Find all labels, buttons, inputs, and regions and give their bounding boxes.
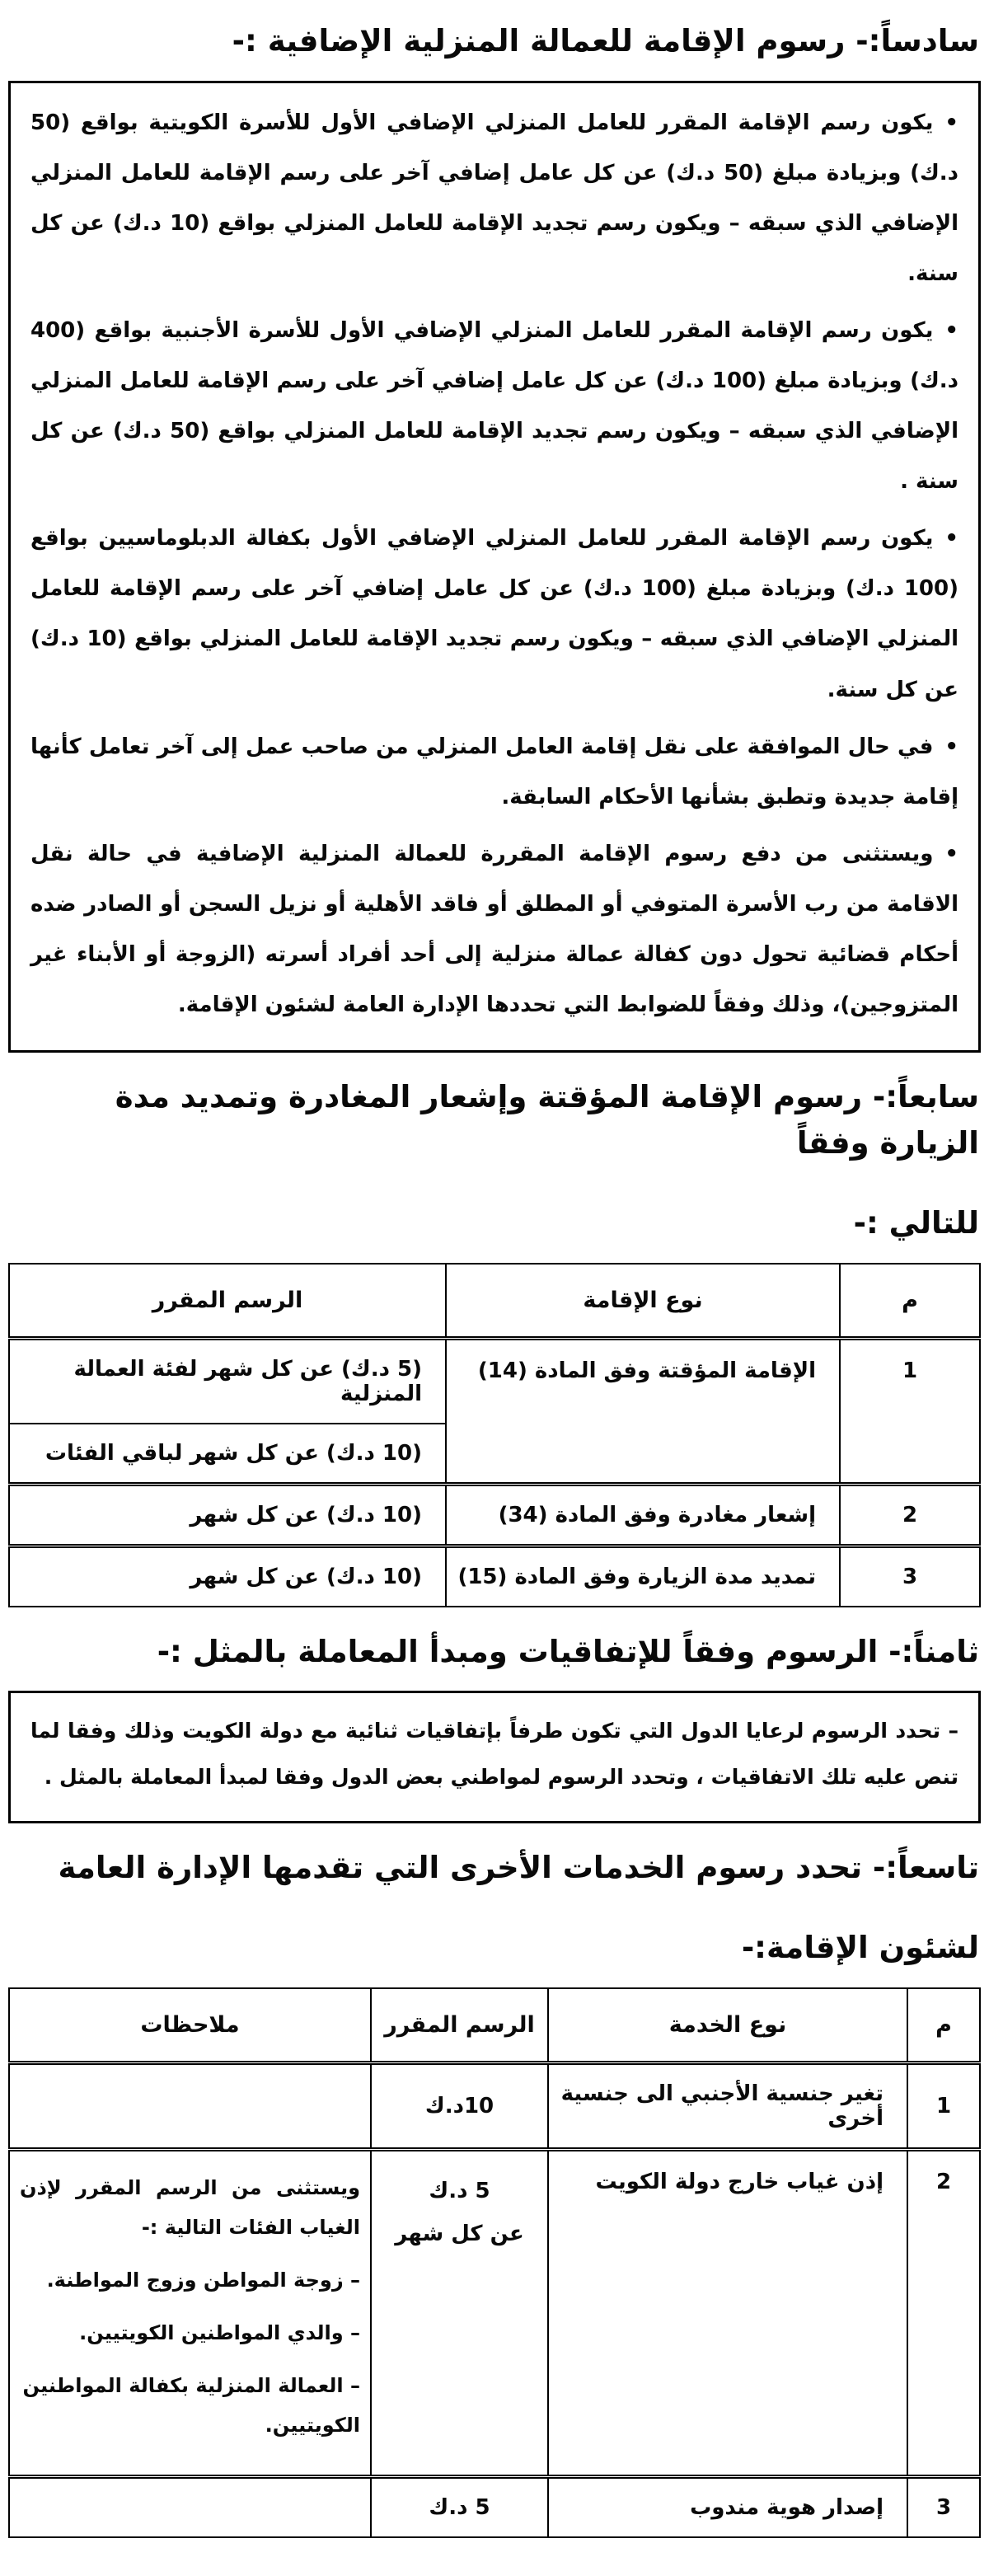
table1-col-type: نوع الإقامة xyxy=(446,1264,840,1339)
other-services-fees-table xyxy=(8,1987,981,2538)
table2-header-row xyxy=(9,1988,980,2063)
section6-bullet-3: • يكون رسم الإقامة المقرر للعامل المنزلي الإضافي الأول بكفالة الدبلوماسيين بواقع (100 د.ك) وبزيادة مبلغ (100 د.ك) عن كل عامل إضافي آخر على رسم الإقامة للعامل المنزلي الإضافي الذي سبقه – ويكون رسم تجديد الإقامة للعامل المنزلي بواقع (10 د.ك) عن كل سنة. xyxy=(30,514,959,715)
table2-row3-no: 3 xyxy=(907,2476,980,2537)
table1-row-2 xyxy=(9,1484,980,1546)
table1-row3-no: 3 xyxy=(840,1546,980,1607)
table2-row-1 xyxy=(9,2062,980,2149)
table2-row2-no: 2 xyxy=(907,2149,980,2476)
table2-row1-type: تغير جنسية الأجنبي الى جنسية أخرى xyxy=(548,2062,907,2149)
section7-heading-line1: سابعاً:- رسوم الإقامة المؤقتة وإشعار المغادرة وتمديد مدة الزيارة وفقاً xyxy=(115,1079,979,1161)
section6-bullet-2: • يكون رسم الإقامة المقرر للعامل المنزلي الإضافي الأول للأسرة الأجنبية بواقع (400 د.ك) وبزيادة مبلغ (100 د.ك) عن كل عامل إضافي آخر على رسم الإقامة للعامل المنزلي الإضافي الذي سبقه – ويكون رسم تجديد الإقامة للعامل المنزلي بواقع (50 د.ك) عن كل سنة . xyxy=(30,306,959,507)
table2-row2-notes-intro: ويستثنى من الرسم المقرر لإذن الغياب الفئات التالية :- xyxy=(20,2175,360,2239)
table1-row2-type: إشعار مغادرة وفق المادة (34) xyxy=(446,1484,840,1546)
table1-row1-fee-domestic: (5 د.ك) عن كل شهر لفئة العمالة المنزلية xyxy=(9,1338,446,1424)
table1-row1-fee-other: (10 د.ك) عن كل شهر لباقي الفئات xyxy=(9,1424,446,1485)
section6-bullet-5: • ويستثنى من دفع رسوم الإقامة المقررة للعمالة المنزلية الإضافية في حالة نقل الاقامة من رب الأسرة المتوفي أو المطلق أو فاقد الأهلية أو نزيل السجن أو الصادر ضده أحكام قضائية تحول دون كفالة عمالة منزلية إلى أحد أفراد أسرته (الزوجة أو الأبناء غير المتزوجين)، وذلك وفقاً للضوابط التي تحددها الإدارة العامة لشئون الإقامة. xyxy=(30,829,959,1030)
section6-bullet-1: • يكون رسم الإقامة المقرر للعامل المنزلي الإضافي الأول للأسرة الكويتية بواقع (50 د.ك) وبزيادة مبلغ (50 د.ك) عن كل عامل إضافي آخر على رسم الإقامة للعامل المنزلي الإضافي الذي سبقه – ويكون رسم تجديد الإقامة للعامل المنزلي بواقع (10 د.ك) عن كل سنة. xyxy=(30,98,959,299)
table1-row3-fee: (10 د.ك) عن كل شهر xyxy=(9,1546,446,1607)
table2-row2-type: إذن غياب خارج دولة الكويت xyxy=(548,2149,907,2476)
table2-row2-fee xyxy=(371,2149,548,2476)
table1-header-row xyxy=(9,1264,980,1339)
section8-heading: ثامناً:- الرسوم وفقاً للإتفاقيات ومبدأ المعاملة بالمثل :- xyxy=(157,1633,979,1669)
section7-heading xyxy=(10,1074,979,1246)
section8-note: – تحدد الرسوم لرعايا الدول التي تكون طرفاً بإتفاقيات ثنائية مع دولة الكويت وذلك وفقا لما تنص عليه تلك الاتفاقيات ، وتحدد الرسوم لمواطني بعض الدول وفقا لمبدأ المعاملة بالمثل . xyxy=(30,1719,959,1790)
table1-row2-fee: (10 د.ك) عن كل شهر xyxy=(9,1484,446,1546)
table2-row3-fee: 5 د.ك xyxy=(371,2476,548,2537)
table1-row-1a xyxy=(9,1338,980,1424)
table2-row1-notes xyxy=(9,2062,371,2149)
section9-heading xyxy=(10,1845,979,1971)
table2-row-3 xyxy=(9,2476,980,2537)
table2-row1-fee: 10د.ك xyxy=(371,2062,548,2149)
section9-heading-line2: لشئون الإقامة:- xyxy=(741,1930,979,1966)
table2-col-fee: الرسم المقرر xyxy=(371,1988,548,2063)
table1-col-fee: الرسم المقرر xyxy=(9,1264,446,1339)
section6-bullet-4: • في حال الموافقة على نقل إقامة العامل المنزلي من صاحب عمل إلى آخر تعامل كأنها إقامة جديدة وتطبق بشأنها الأحكام السابقة. xyxy=(30,722,959,823)
table2-row2-notes-item-1: – زوجة المواطن وزوج المواطنة. xyxy=(46,2268,360,2292)
table2-row3-type: إصدار هوية مندوب xyxy=(548,2476,907,2537)
temporary-residence-fees-table xyxy=(8,1263,981,1607)
table2-col-type: نوع الخدمة xyxy=(548,1988,907,2063)
table2-row2-notes xyxy=(9,2149,371,2476)
table1-row-3 xyxy=(9,1546,980,1607)
section7-heading-line2: للتالي :- xyxy=(853,1205,979,1241)
section9-heading-line1: تاسعاً:- تحدد رسوم الخدمات الأخرى التي تقدمها الإدارة العامة xyxy=(58,1849,979,1885)
table2-row1-no: 1 xyxy=(907,2062,980,2149)
section6-box xyxy=(8,81,981,1053)
table2-row2-notes-item-3: – العمالة المنزلية بكفالة المواطنين الكويتيين. xyxy=(22,2373,360,2437)
table2-row2-fee-amount: 5 د.ك xyxy=(429,2178,490,2203)
section8-box xyxy=(8,1691,981,1823)
table1-col-no: م xyxy=(840,1264,980,1339)
table1-row3-type: تمديد مدة الزيارة وفق المادة (15) xyxy=(446,1546,840,1607)
table2-col-no: م xyxy=(907,1988,980,2063)
table2-row3-notes xyxy=(9,2476,371,2537)
table2-col-notes: ملاحظات xyxy=(9,1988,371,2063)
table2-row2-fee-period: عن كل شهر xyxy=(395,2221,524,2246)
table2-row-2 xyxy=(9,2149,980,2476)
table1-row2-no: 2 xyxy=(840,1484,980,1546)
section6-heading: سادساً:- رسوم الإقامة للعمالة المنزلية الإضافية :- xyxy=(232,23,979,59)
table2-row2-notes-item-2: – والدي المواطنين الكويتيين. xyxy=(79,2320,360,2344)
table1-row1-type: الإقامة المؤقتة وفق المادة (14) xyxy=(446,1338,840,1484)
table1-row1-no: 1 xyxy=(840,1338,980,1484)
